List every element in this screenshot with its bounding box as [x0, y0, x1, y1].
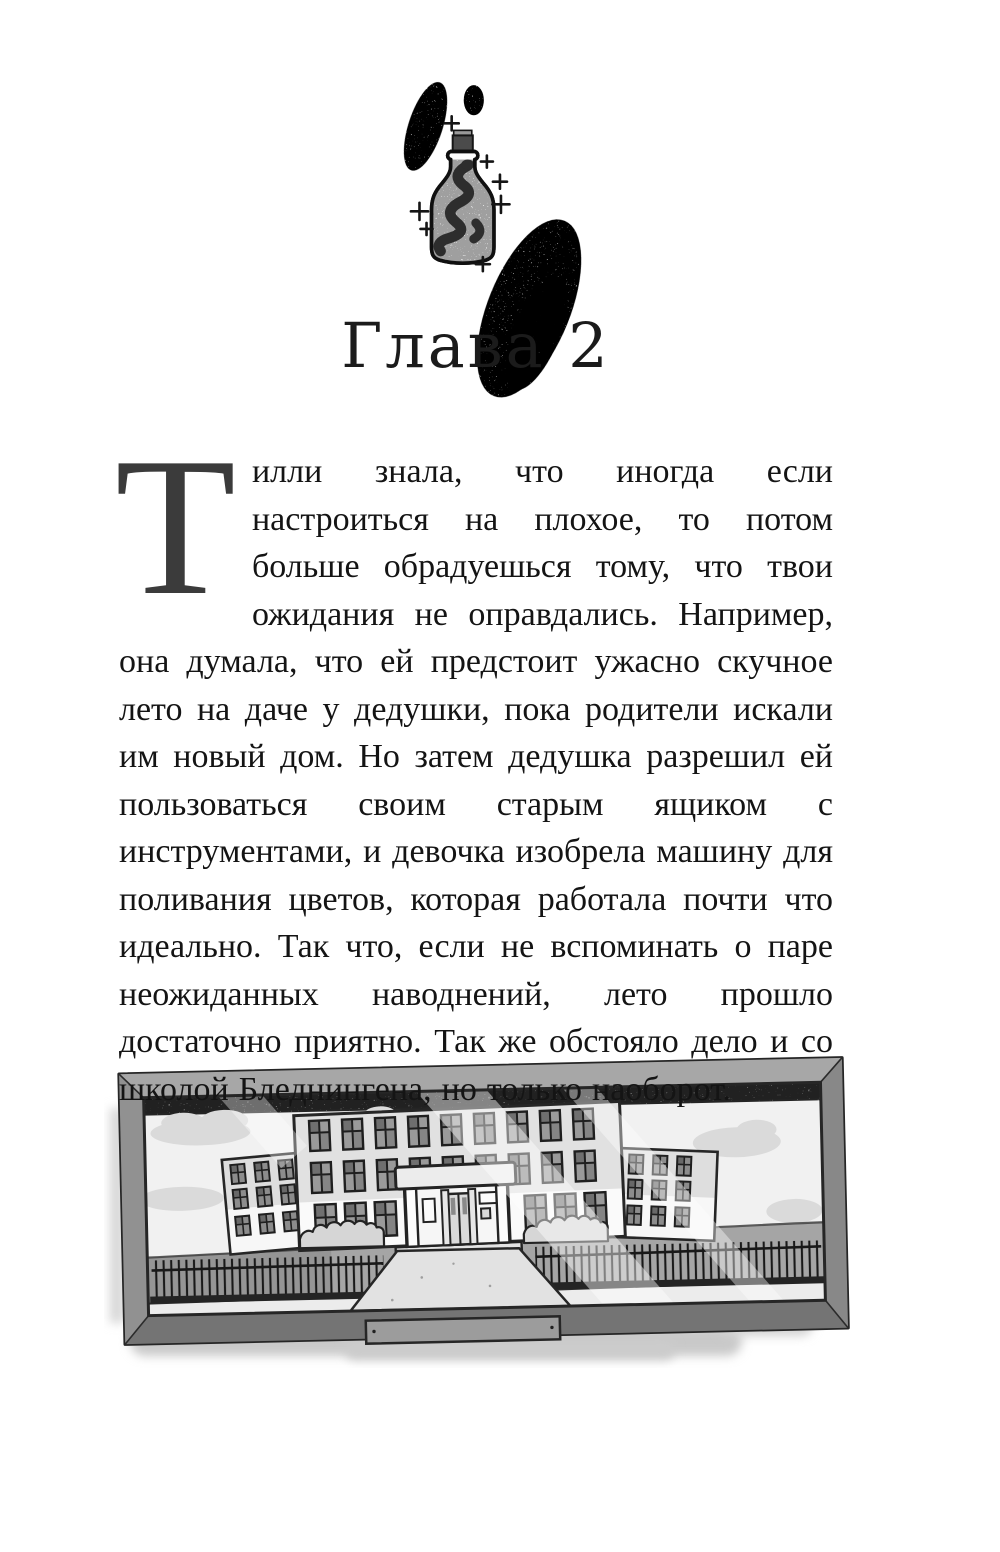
paragraph-text: илли знала, что иногда если настроиться на плохое, то потом больше обрадуешься тому, что твои ожидания не оправдались. Например, она думала, что ей предстоит ужасно скучное лето на даче у дедушки, пока родители искали им новый дом. Но затем дедушка разрешил ей пользоваться своим старым ящиком с инструментами, и девочка изобрела машину для поливания цветов, которая работала почти что идеально. Так что, если не вспоминать о паре неожиданных наводнений, лето прошло достаточно приятно. Так же обстояло дело и со школой Бледнингена, но только наоборот.	[119, 453, 833, 1108]
frame-plaque	[366, 1316, 560, 1343]
fence-left	[149, 1255, 386, 1303]
drop-cap-letter: Т	[115, 417, 236, 636]
cork	[453, 135, 473, 151]
bottle	[429, 130, 499, 265]
chapter-title: Глава 2	[341, 309, 611, 382]
chapter-paragraph	[115, 417, 833, 1113]
